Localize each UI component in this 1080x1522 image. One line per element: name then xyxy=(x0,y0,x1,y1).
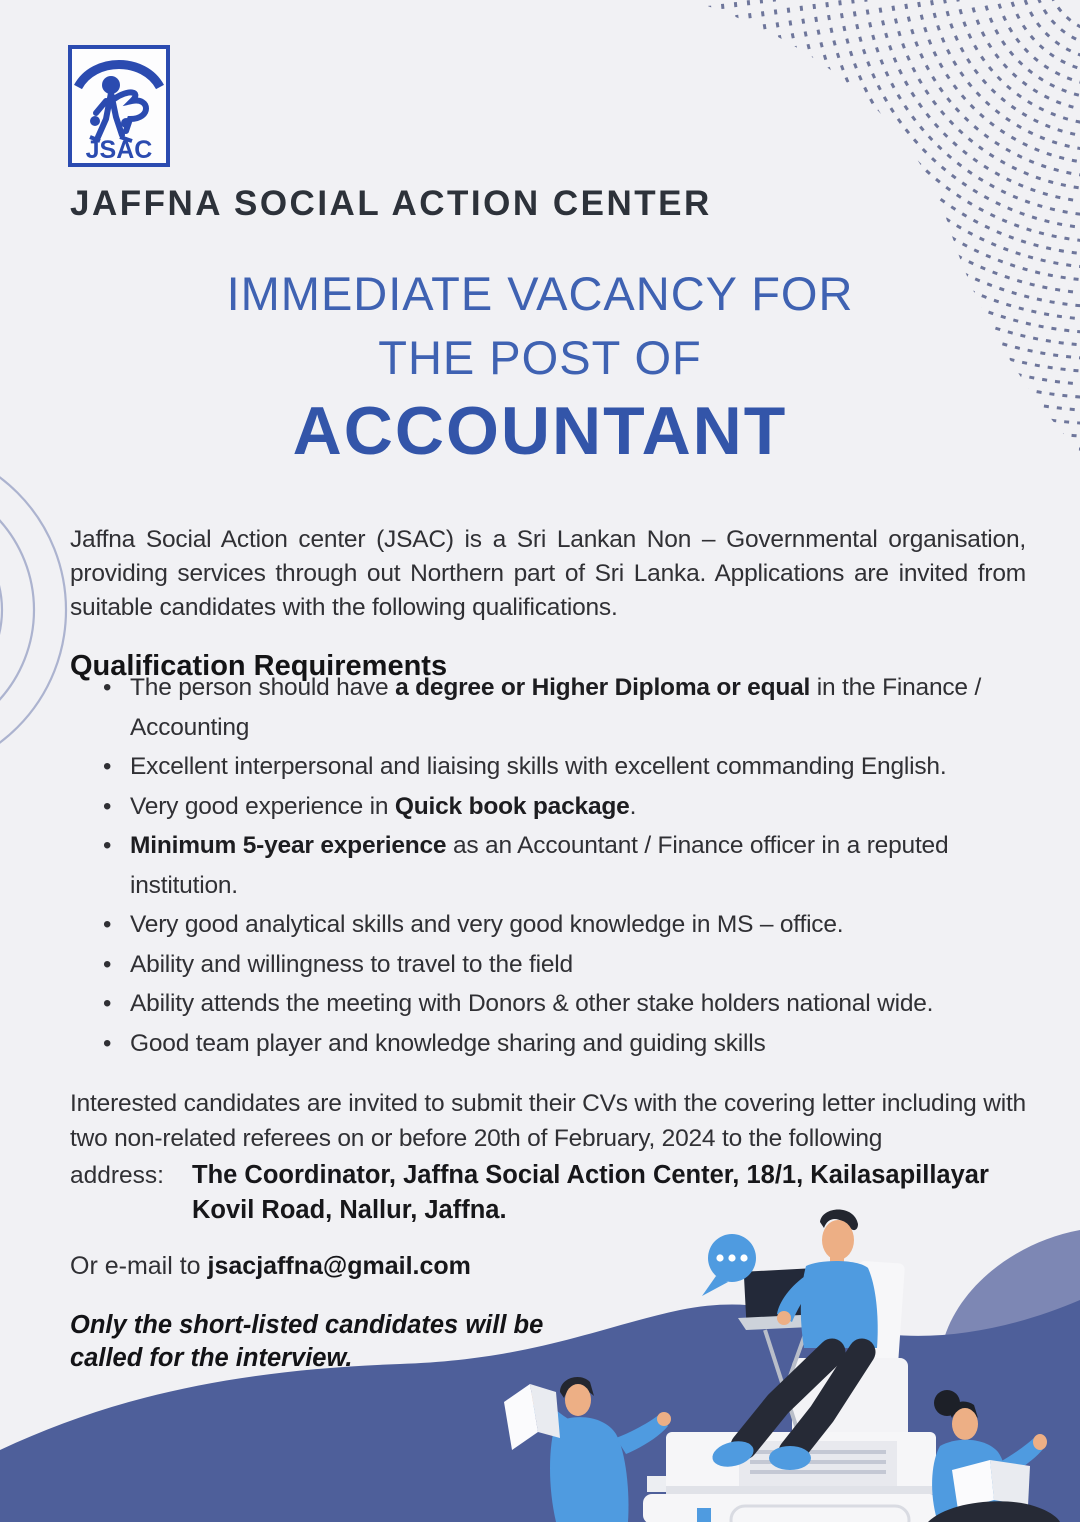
qualification-item: • Very good analytical skills and very good knowledge in MS – office. xyxy=(70,905,1014,945)
jsac-logo xyxy=(68,45,170,167)
vacancy-title-block xyxy=(0,262,1080,468)
shortlist-note: Only the short-listed candidates will be called for the interview. xyxy=(70,1311,544,1372)
application-instructions: Interested candidates are invited to submit their CVs with the covering letter including with two non-related referees on or before 20th of February, 2024 to the following xyxy=(70,1090,1026,1152)
email-line: Or e-mail to jsacjaffna@gmail.com xyxy=(70,1252,471,1280)
qualification-item: • Ability and willingness to travel to the field xyxy=(70,945,1014,985)
qualification-item: • Excellent interpersonal and liaising skills with excellent commanding English. xyxy=(70,747,1014,787)
vacancy-title-line1: IMMEDIATE VACANCY FOR xyxy=(226,267,854,320)
postal-address: The Coordinator, Jaffna Social Action Center, 18/1, Kailasapillayar Kovil Road, Nallur, Jaffna. xyxy=(192,1161,989,1224)
application-section xyxy=(70,1086,1026,1374)
vacancy-title-line2: THE POST OF xyxy=(378,331,702,384)
address-row xyxy=(70,1158,1026,1228)
qualification-item: • Good team player and knowledge sharing and guiding skills xyxy=(70,1024,1014,1064)
address-label: address: xyxy=(70,1162,164,1189)
qualifications-heading: Qualification Requirements xyxy=(70,650,448,683)
qualification-item: • Minimum 5-year experience as an Accountant / Finance officer in a reputed institution. xyxy=(70,826,1014,905)
post-title: ACCOUNTANT xyxy=(292,393,788,469)
qualification-item: • The person should have a degree or Higher Diploma or equal in the Finance / Accounting xyxy=(70,668,1014,747)
intro-paragraph: Jaffna Social Action center (JSAC) is a Sri Lankan Non – Governmental organisation, providing services through out Northern part of Sri Lanka. Applications are invited from suitable candidates with the following qualifications. xyxy=(70,525,1026,621)
logo-caption: JSAC xyxy=(85,136,153,164)
qualifications-list xyxy=(70,668,1014,1063)
qualification-item: • Ability attends the meeting with Donors & other stake holders national wide. xyxy=(70,984,1014,1024)
organization-name: JAFFNA SOCIAL ACTION CENTER xyxy=(70,184,712,223)
qualification-item: • Very good experience in Quick book package. xyxy=(70,787,1014,827)
email-address: jsacjaffna@gmail.com xyxy=(207,1252,471,1280)
